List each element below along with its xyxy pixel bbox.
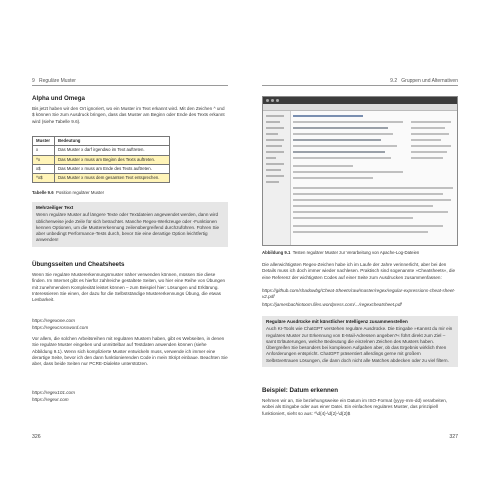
link-cheatsheet-pdf[interactable]: https://jamesbachintoom.files.wordpress.com/.../regexcheatsheet.pdf [262,302,402,307]
link-regex101[interactable]: https://regex101.com [32,390,75,395]
table-row [33,146,170,155]
running-head-right: 9.2 Gruppen und Alternativen [390,78,458,84]
window-sidebar [263,111,291,245]
exercises-paragraph: Wenn Sie reguläre Mustererkennungsmuster näher verwenden können, müssen Sie diese finden. Im Internet gibt es hierfür zahlreiche gestaltete Seiten, wo hier eine Reihe von Übungen mit zunehmendem Komplexität leistet können – zum Beispiel hier: Lösungen und Erklärung. Interessieren Sie einen, der dazu für die Selbstständige Mustererkennungs Übung, die etwas Lesbarkeit. [32,272,226,303]
window-dot-icon [271,99,274,102]
cheatsheet-paragraph: Die allerwichtigsten Regex-Zeichen habe ich im Laufe der Jahre verinnerlicht, aber bei den Details muss ich doch immer wieder nachlesen. Praktisch sind sogenannte »Cheatsheets«, die eine Referenz der wichtigsten Codes auf einer Seite zum Ausdrucken zusammenfassen: [262,262,456,280]
table-row [33,164,170,173]
table-cell-meaning: Das Muster x muss am Beginn des Texts auftreten. [55,155,170,164]
link-regexcrossword[interactable]: https://regexcrossword.com [32,325,89,330]
date-paragraph: Nehmen wir an, Sie beziehungsweise ein Datum im ISO-Format (yyyy-mm-dd) verarbeiten, wobei als Eingabe oder aus einer Datei. Ein einfaches reguläres Muster, das prinzipiell funktioniert, sieht so aus: ^\d{4}-\d{2}-\d{2}$ [262,398,448,416]
window-dot-icon [266,99,269,102]
testing-paragraph: Vor allem, die solchen Arbeitsreihen mit regulären Mustern haben, gibt es Webseiten, in denen Sie reguläre Muster eingeben und unmittelbar auf Testdaten anwenden können (siehe Abbildung 9.1). Wenn sich komplizierte Muster entwickeln muss, verwende ich immer eine derartige Seite, bevor ich den dann funktionierenden Code in mein Skript einbaue. Beachten Sie aber, dass beide Seiten nur PCRE-Dialekte unterstützen. [32,336,228,367]
left-page [32,70,228,442]
table-header-pattern: Muster [33,137,55,146]
intro-paragraph: Bis jetzt haben wir den Ort ignoriert, wo ein Muster im Text erkannt wird. Mit den Zeichen ^ und $ können Sie zum Ausdruck bringen, dass das Muster am Beginn oder Ende des Texts erkannt wird (siehe Tabelle 9.6). [32,106,225,124]
figure-caption: Abbildung 9.1 Testen regulärer Muster zur Verarbeitung von Apache-Log-Dateien [262,250,420,255]
regex-tester-screenshot [262,96,458,246]
section-title-date: Beispiel: Datum erkennen [262,387,338,394]
table-header-meaning: Bedeutung [55,137,170,146]
pattern-table [32,136,170,183]
info-box-text: Wenn reguläre Muster auf längere Texte oder Textdateien angewendet werden, dann wird üblicherweise jede Zeile für sich betrachtet. Manche Regex-Werkzeuge oder -Funktionen kennen Optionen, um die Mustererkennung zeilenübergreifend durchzuführen. Führen Sie aber unbedingt Performance-Tests durch, bevor Sie eine derartige Option leichtfertig anwenden! [36,212,220,243]
window-titlebar [263,97,457,104]
section-title-exercises: Übungsseiten und Cheatsheets [32,261,125,268]
running-head [262,78,458,86]
table-cell-pattern: x [33,146,55,155]
page-number: 326 [32,434,41,440]
window-dot-icon [276,99,279,102]
right-page [262,70,458,442]
section-title-alpha-omega: Alpha und Omega [32,95,85,102]
table-cell-pattern: ^x$ [33,174,55,183]
link-cheatsheet-github[interactable]: https://github.com/shadowbg/Cheat-Sheets/raw/master/regex/regular-expressions-cheat-sheet-v2.pdf [262,288,456,300]
info-box-title: Mehrzeiliger Text [36,205,74,210]
link-regexone[interactable]: https://regexone.com [32,318,75,323]
window-content [293,113,454,242]
page-number: 327 [449,434,458,440]
table-cell-pattern: ^x [33,155,55,164]
running-head-left: 9 Reguläre Muster [32,78,76,84]
info-box-text: Auch KI-Tools wie ChatGPT verstehen reguläre Ausdrücke. Die Eingabe »Kannst du mir ein reguläres Muster zur Erkennung von E-Mail-Adressen angeben?« führt direkt zum Ziel – samt Erläuterungen, welche Bedeutung die einzelnen Zeichen des Musters haben. Übergreifen Sie besonders bei komplexen Aufgaben aber, ob das Ergebnis wirklich Ihren Anforderungen entspricht. ChatGPT präsentiert allerdings gerne mit großem Selbstvertrauen Lösungen, die dann doch nicht alle Matches abdecken oder zu viel filtern. [266,326,453,363]
table-row [33,174,170,183]
table-caption: Tabelle 9.6 Position regulärer Muster [32,190,105,195]
info-box-title: Reguläre Ausdrücke mit künstlicher Intelligenz zusammenstellen [266,319,408,324]
table-header-row [33,137,170,146]
table-row [33,155,170,164]
table-cell-meaning: Das Muster x muss am Ende des Texts auftreten. [55,164,170,173]
info-box-ai [262,316,458,367]
link-regexr[interactable]: https://regexr.com [32,397,69,402]
table-cell-meaning: Das Muster x darf irgendwo im Text auftreten. [55,146,170,155]
window-toolbar [263,104,457,111]
table-cell-pattern: x$ [33,164,55,173]
running-head [32,78,228,86]
table-cell-meaning: Das Muster x muss dem gesamten Text entsprechen. [55,174,170,183]
info-box-multiline [32,202,228,247]
